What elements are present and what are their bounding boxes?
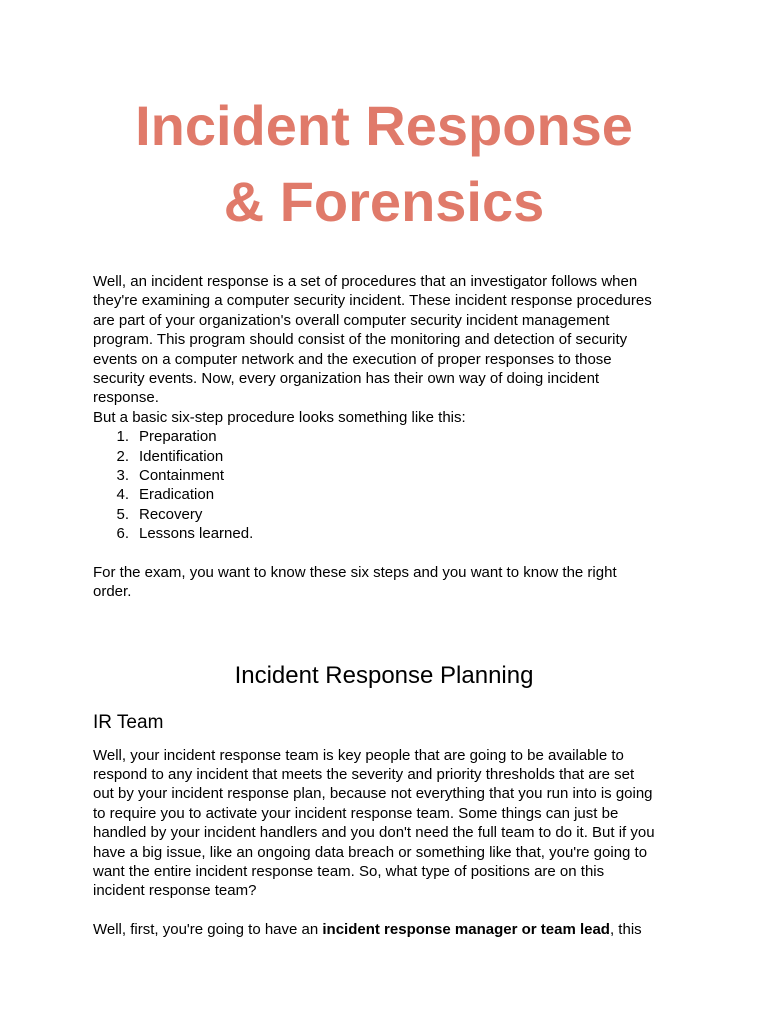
ir-team-line: handled by your incident handlers and you don't need the full team to do it. But if you — [93, 824, 655, 842]
document-title-line-1: Incident Response — [135, 94, 633, 157]
spacer — [93, 544, 675, 563]
ir-team-line: to require you to activate your incident response team. Some things can just be — [93, 804, 619, 822]
list-item-label: Recovery — [139, 505, 203, 523]
document-title — [93, 0, 675, 240]
ir-team-line: have a big issue, like an ongoing data breach or something like that, you're going to — [93, 843, 648, 861]
list-item — [93, 505, 675, 524]
intro-line: are part of your organization's overall computer security incident management — [93, 311, 610, 329]
intro-paragraph — [93, 272, 675, 427]
list-item-label: Identification — [139, 447, 224, 465]
exam-line: For the exam, you want to know these six steps and you want to know the right — [93, 563, 617, 581]
spacer — [93, 901, 675, 920]
ir-team-line: respond to any incident that meets the severity and priority thresholds that are set — [93, 765, 635, 783]
ir-team-paragraph — [93, 746, 675, 901]
exam-paragraph — [93, 563, 675, 602]
intro-line: Well, an incident response is a set of procedures that an investigator follows when — [93, 273, 638, 290]
section-heading: Incident Response Planning — [234, 661, 534, 689]
intro-line: But a basic six-step procedure looks something like this: — [93, 408, 466, 426]
ir-team-line: Well, your incident response team is key people that are going to be available to — [93, 746, 624, 764]
list-item-number: 3. — [116, 467, 129, 485]
team-lead-emphasis: incident response manager or team lead — [322, 920, 610, 938]
ir-team-line: out by your incident response plan, because not everything that you run into is going — [93, 785, 653, 803]
list-item — [93, 485, 675, 504]
intro-line: events on a computer network and the execution of proper responses to those — [93, 350, 612, 368]
list-item-label: Lessons learned. — [139, 525, 254, 543]
team-lead-suffix: , this — [609, 920, 642, 938]
list-item-number: 4. — [116, 486, 129, 504]
list-item-label: Containment — [139, 467, 225, 485]
team-lead-prefix: Well, first, you're going to have an — [93, 920, 323, 938]
list-item-number: 6. — [116, 525, 129, 543]
list-item-label: Preparation — [139, 428, 217, 446]
six-step-list — [93, 427, 675, 543]
list-item-number: 2. — [116, 447, 129, 465]
team-lead-paragraph — [93, 920, 675, 939]
list-item-number: 1. — [116, 428, 129, 446]
list-item-number: 5. — [116, 505, 129, 523]
intro-line: program. This program should consist of the monitoring and detection of security — [93, 331, 628, 349]
ir-team-line: want the entire incident response team. So, what type of positions are on this — [93, 862, 605, 880]
intro-line: response. — [93, 389, 159, 407]
list-item — [93, 466, 675, 485]
list-item — [93, 447, 675, 466]
list-item — [93, 427, 675, 446]
list-item — [93, 524, 675, 543]
list-item-label: Eradication — [139, 486, 215, 504]
ir-team-line: incident response team? — [93, 882, 257, 900]
intro-line: security events. Now, every organization has their own way of doing incident — [93, 370, 600, 388]
intro-line: they're examining a computer security incident. These incident response procedures — [93, 292, 652, 310]
document-title-line-2: & Forensics — [223, 170, 545, 233]
subsection-heading: IR Team — [93, 711, 164, 733]
exam-line: order. — [93, 583, 132, 601]
